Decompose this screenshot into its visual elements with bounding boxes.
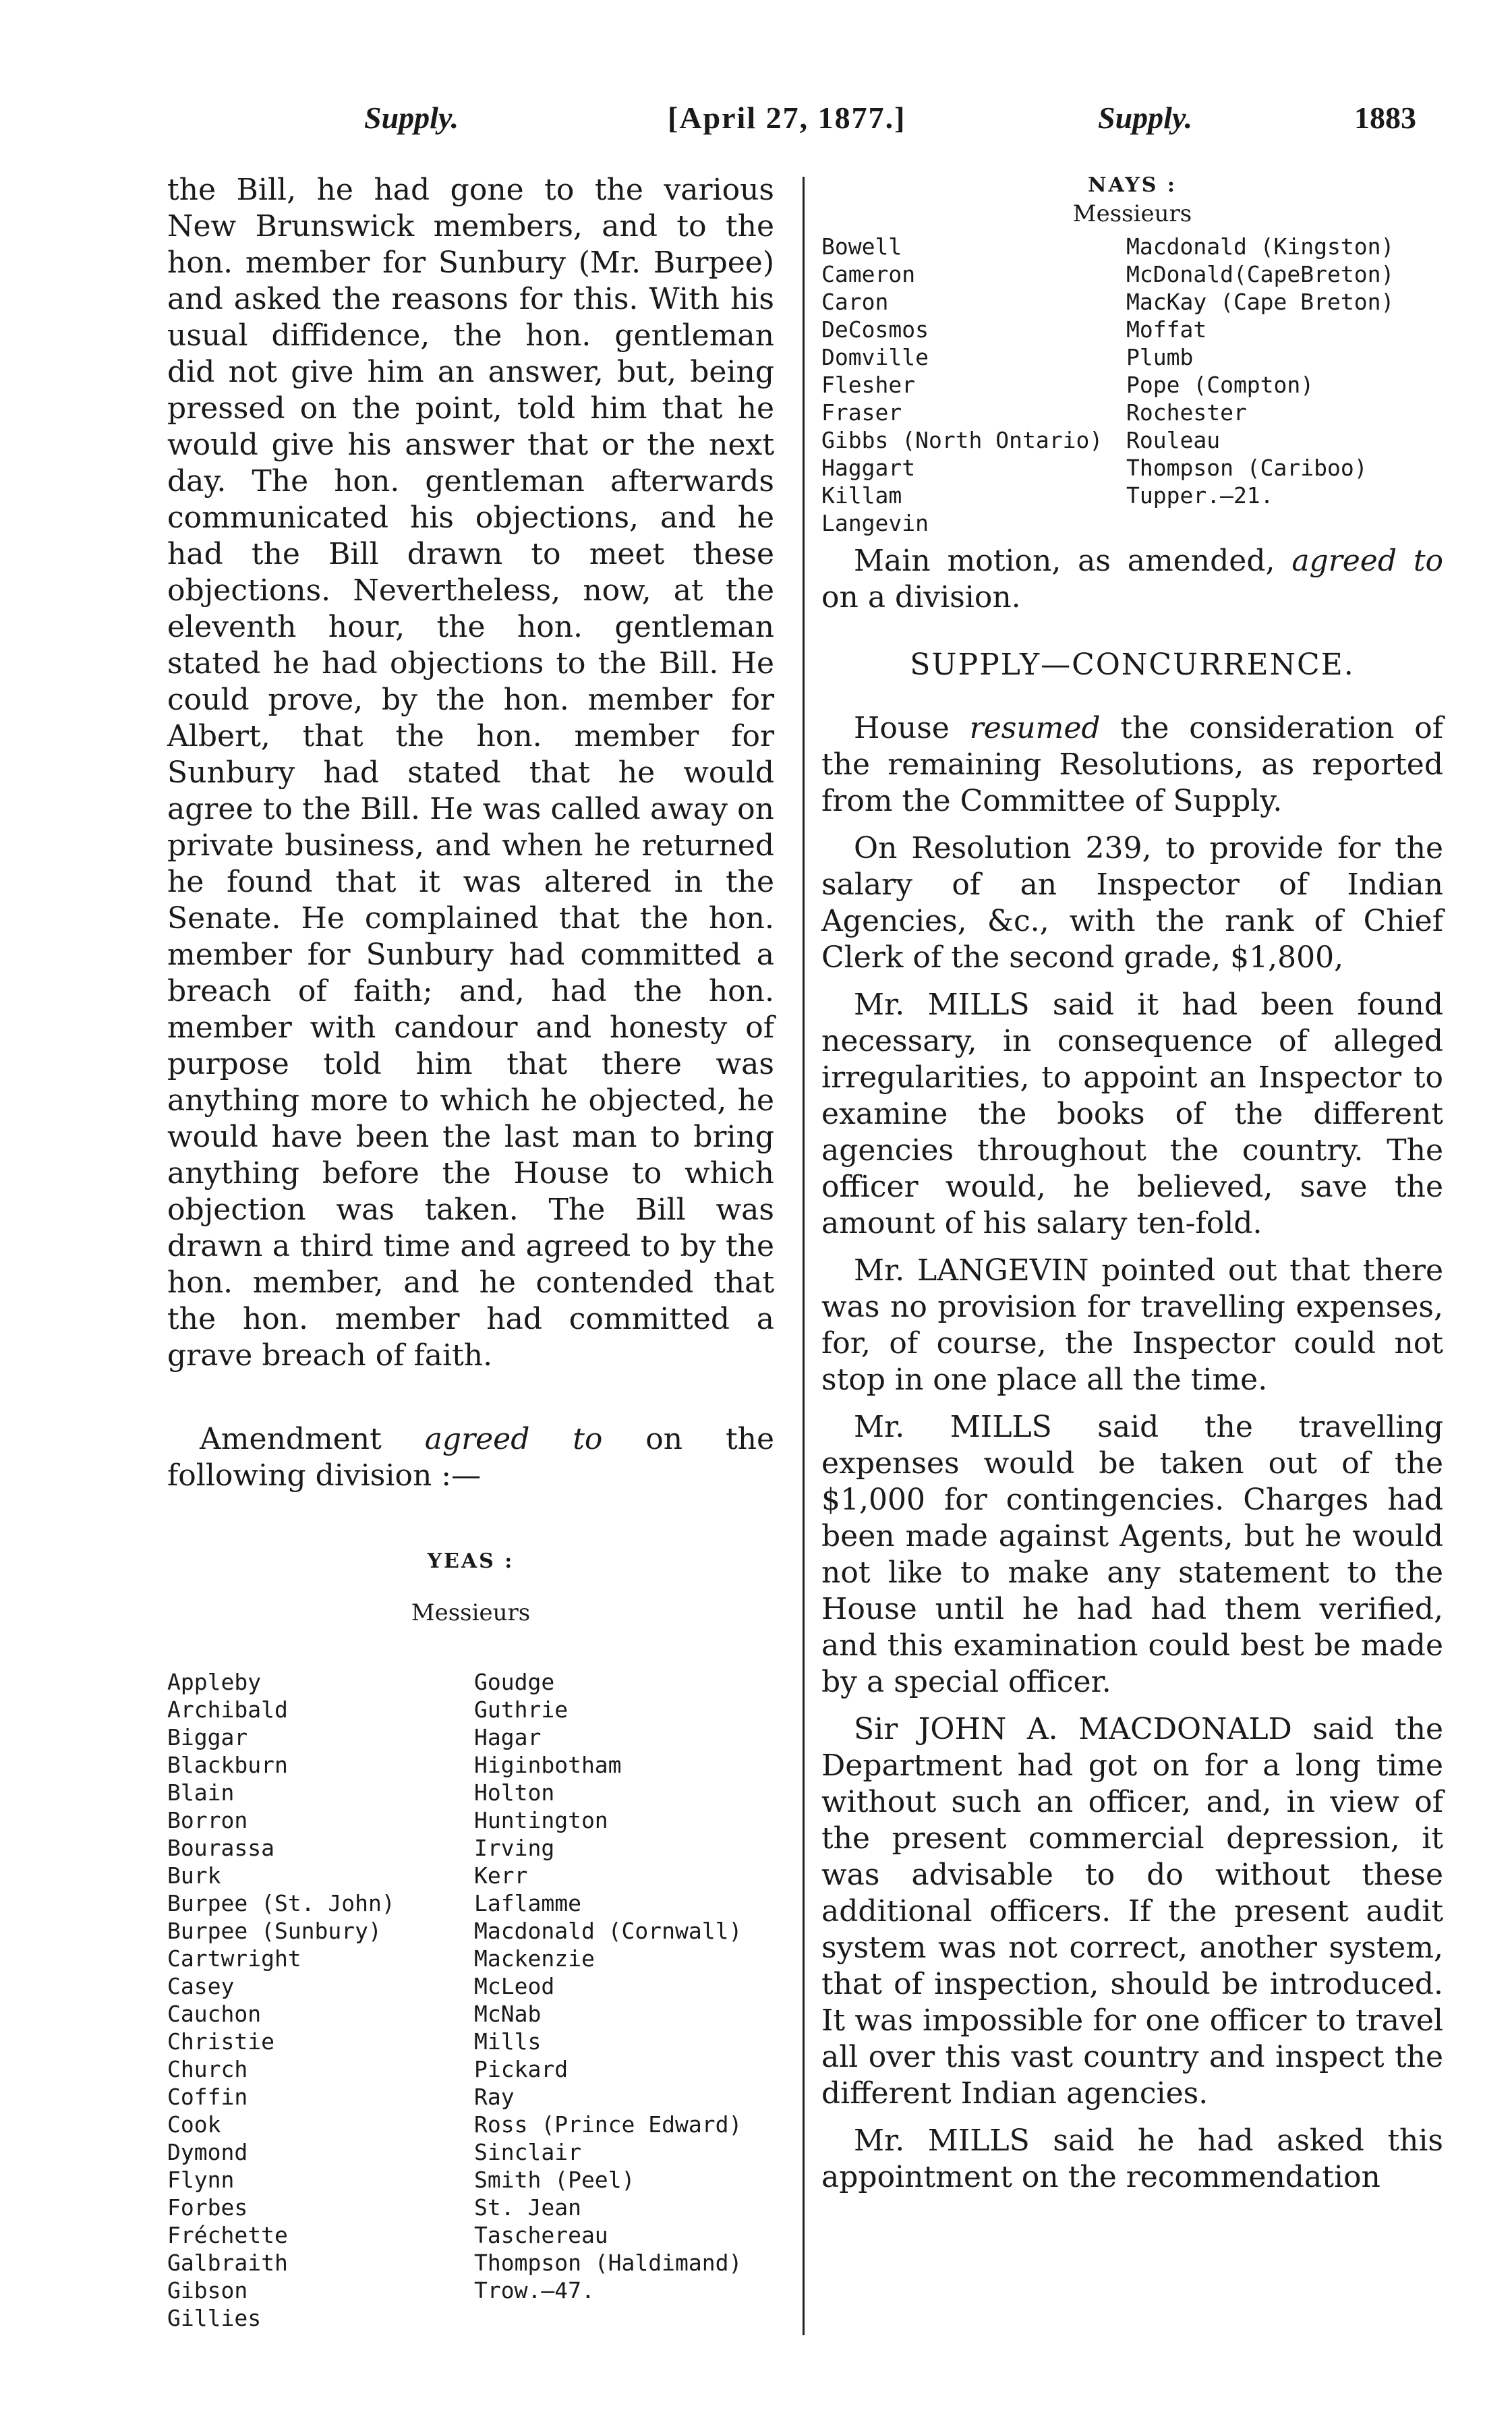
nay-name: MacKay (Cape Breton) (1126, 289, 1395, 315)
yea-name: Guthrie (474, 1696, 569, 1723)
nay-name: Langevin (821, 510, 929, 536)
yea-name: Biggar (167, 1724, 248, 1750)
yea-name: Laflamme (474, 1890, 581, 1916)
yea-name: Flynn (167, 2167, 235, 2193)
yea-name: Burk (167, 1862, 221, 1889)
yea-name: Cauchon (167, 2001, 262, 2027)
nay-name: DeCosmos (821, 316, 929, 343)
yea-name: Coffin (167, 2084, 248, 2110)
nay-name: Rouleau (1126, 427, 1221, 453)
column-divider (803, 177, 805, 2335)
resolution-paragraph: On Resolution 239, to provide for the salary of an Inspector of Indian Agencies, &c., with the rank of Chief Clerk of the second grade, $1,800, (821, 831, 1443, 975)
yea-name: Burpee (St. John) (167, 1890, 395, 1916)
nay-name: Killam (821, 482, 902, 509)
yea-name: Ross (Prince Edward) (474, 2111, 743, 2138)
main-motion-text: Main motion, as amended, (854, 544, 1292, 578)
nay-name: Cameron (821, 261, 916, 287)
house-text-end: the consideration of the remaining Resolutions, as reported from the Committee of Supply. (821, 711, 1444, 818)
yea-name: Cartwright (167, 1945, 301, 1972)
nay-name: Plumb (1126, 344, 1194, 370)
nay-name: Domville (821, 344, 929, 370)
yea-name: Casey (167, 1973, 235, 1999)
nay-name: Macdonald (Kingston) (1126, 233, 1395, 260)
yea-name: Huntington (474, 1807, 608, 1833)
nay-name: Thompson (Cariboo) (1126, 455, 1368, 481)
yea-name: St. Jean (474, 2194, 581, 2221)
nays-messieurs: Messieurs (1072, 200, 1192, 227)
nay-name: Moffat (1126, 316, 1207, 343)
amendment-emphasis: agreed to (424, 1422, 603, 1456)
yea-name: Irving (474, 1835, 555, 1861)
yea-name: Smith (Peel) (474, 2167, 635, 2193)
main-motion-line (821, 543, 1443, 616)
yea-name: Mills (474, 2028, 542, 2055)
yea-name: Holton (474, 1779, 555, 1806)
page-number: 1883 (1354, 101, 1416, 135)
yea-name: Church (167, 2056, 248, 2082)
amendment-line (167, 1421, 774, 1494)
right-column (821, 172, 1443, 2196)
yea-name: Burpee (Sunbury) (167, 1918, 382, 1944)
amendment-text: Amendment (200, 1422, 425, 1456)
mills-speech-1: Mr. MILLS said it had been found necessary, in consequence of alleged irregularities, to appoint an Inspector to examine the books of the different agencies throughout the country. The officer would, he believed, save the amount of his salary ten-fold. (821, 988, 1443, 1240)
yea-name: Blain (167, 1779, 235, 1806)
yea-name: Gibson (167, 2277, 248, 2304)
yea-name: Ray (474, 2084, 515, 2110)
macdonald-speech: Sir JOHN A. MACDONALD said the Department had got on for a long time without such an officer, and, in view of the present commercial depression, it was advisable to do without these additional officers. If the present audit system was not correct, another system, that of inspection, should be introduced. It was impossible for one officer to travel all over this vast country and inspect the different Indian agencies. (821, 1712, 1443, 2111)
yea-name: Mackenzie (474, 1945, 595, 1972)
yea-name: Dymond (167, 2139, 248, 2165)
yea-name: Hagar (474, 1724, 542, 1750)
yeas-list (167, 1668, 774, 2343)
yea-name: McNab (474, 2001, 542, 2027)
yea-name: Taschereau (474, 2222, 608, 2248)
yea-name: Higinbotham (474, 1752, 622, 1778)
yea-name: Thompson (Haldimand) (474, 2250, 743, 2276)
langevin-speech: Mr. LANGEVIN pointed out that there was no provision for travelling expenses, for, of course, the Inspector could not stop in one place all the time. (821, 1253, 1443, 1397)
nay-name: Bowell (821, 233, 902, 260)
house-text: House (854, 711, 970, 745)
house-emphasis: resumed (969, 711, 1101, 745)
left-column (167, 172, 774, 2343)
main-motion-emphasis: agreed to (1291, 544, 1443, 578)
nay-name: Flesher (821, 372, 916, 398)
main-motion-text-end: on a division. (821, 580, 1021, 615)
nay-name: McDonald(CapeBreton) (1126, 261, 1395, 287)
yeas-column-1 (167, 1668, 395, 2332)
yea-name: Fréchette (167, 2222, 288, 2248)
yea-name: McLeod (474, 1973, 555, 1999)
section-heading: SUPPLY—CONCURRENCE. (910, 648, 1355, 682)
yea-name: Goudge (474, 1669, 555, 1695)
house-resumed-paragraph (821, 710, 1443, 820)
nay-name: Rochester (1126, 399, 1247, 426)
header-date: [April 27, 1877.] (668, 101, 906, 135)
yea-name: Appleby (167, 1669, 262, 1695)
yea-name: Cook (167, 2111, 221, 2138)
nay-name: Haggart (821, 455, 916, 481)
nays-column-1 (821, 233, 1103, 537)
nay-name: Tupper.—21. (1126, 482, 1274, 509)
header-right-title: Supply. (1098, 101, 1193, 135)
running-header (0, 100, 1512, 140)
nay-name: Gibbs (North Ontario) (821, 427, 1103, 453)
nays-caption: NAYS : (1088, 173, 1177, 197)
yea-name: Sinclair (474, 2139, 581, 2165)
yea-name: Macdonald (Cornwall) (474, 1918, 743, 1944)
amendment-text-end: on the following division :— (167, 1422, 775, 1493)
yeas-caption: YEAS : (427, 1549, 515, 1573)
yea-name: Pickard (474, 2056, 569, 2082)
nay-name: Fraser (821, 399, 902, 426)
yea-name: Gillies (167, 2305, 262, 2331)
yea-name: Kerr (474, 1862, 528, 1889)
yea-name: Trow.—47. (474, 2277, 595, 2304)
yea-name: Borron (167, 1807, 248, 1833)
header-left-title: Supply. (364, 101, 459, 135)
yeas-column-2 (474, 1668, 742, 2304)
nay-name: Caron (821, 289, 889, 315)
yea-name: Christie (167, 2028, 274, 2055)
nays-column-2 (1126, 233, 1394, 509)
yea-name: Blackburn (167, 1752, 288, 1778)
nay-name: Pope (Compton) (1126, 372, 1314, 398)
paragraph-speech-continued: the Bill, he had gone to the various New Brunswick members, and to the hon. member for Sunbury (Mr. Burpee) and asked the reasons for this. With his usual diffidence, the hon. gentleman did not give him an answer, but, being pressed on the point, told him that he would give his answer that or the next day. The hon. gentleman afterwards communicated his objections, and he had the Bill drawn to meet these objections. Nevertheless, now, at the eleventh hour, the hon. gentleman stated he had objections to the Bill. He could prove, by the hon. member for Albert, that the hon. member for Sunbury had stated that he would agree to the Bill. He was called away on private business, and when he returned he found that it was altered in the Senate. He complained that the hon. member for Sunbury had committed a breach of faith; and, had the hon. member with candour and honesty of purpose told him that there was anything more to which he objected, he would have been the last man to bring anything before the House to which objection was taken. The Bill was drawn a third time and agreed to by the hon. member, and he contended that the hon. member had committed a grave breach of faith. (167, 173, 774, 1373)
nays-list (821, 233, 1443, 543)
yea-name: Bourassa (167, 1835, 274, 1861)
yea-name: Galbraith (167, 2250, 288, 2276)
mills-speech-3: Mr. MILLS said he had asked this appointment on the recommendation (821, 2123, 1443, 2194)
mills-speech-2: Mr. MILLS said the travelling expenses would be taken out of the $1,000 for contingencies. Charges had been made against Agents, but he would not like to make any statement to the House until he had had them verified, and this examination could best be made by a special officer. (821, 1410, 1443, 1699)
yea-name: Forbes (167, 2194, 248, 2221)
yea-name: Archibald (167, 1696, 288, 1723)
yeas-messieurs: Messieurs (411, 1599, 531, 1626)
